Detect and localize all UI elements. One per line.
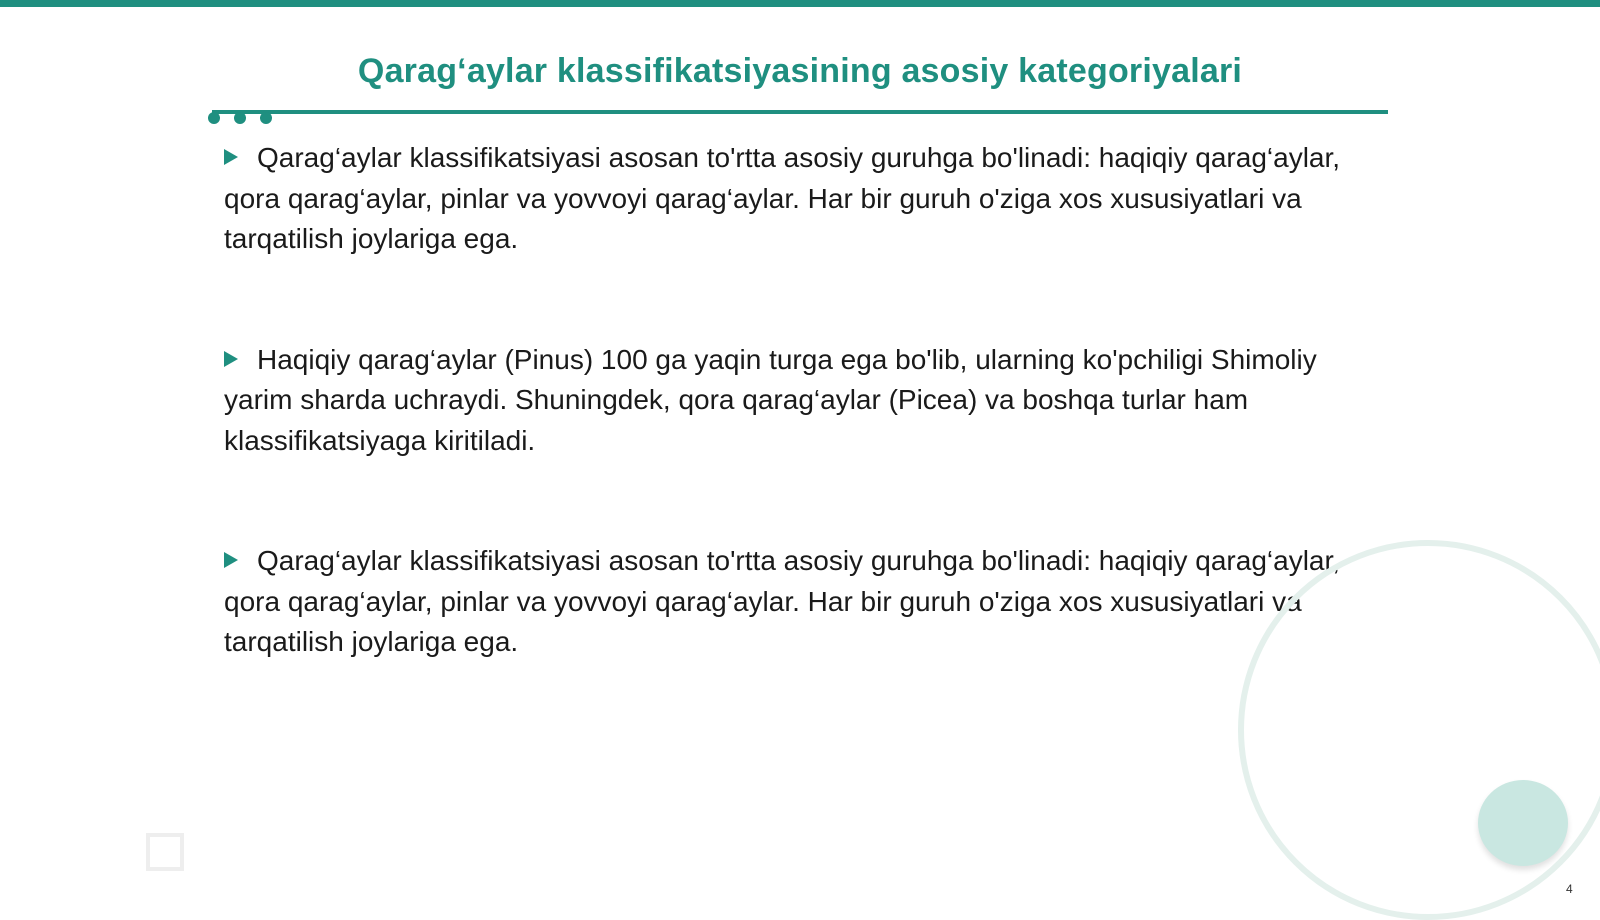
triangle-bullet-icon: [224, 351, 238, 367]
decorative-square: [146, 833, 184, 871]
triangle-bullet-icon: [224, 552, 238, 568]
decorative-circle: [1478, 780, 1568, 866]
bullet-item: [224, 541, 1354, 663]
underline-dot-3: [260, 112, 272, 124]
bullet-item: [224, 138, 1354, 260]
bullet-text: Qarag‘aylar klassifikatsiyasi asosan to'rtta asosiy guruhga bo'linadi: haqiqiy qarag‘aylar, qora qarag‘aylar, pinlar va yovvoyi qarag‘aylar. Har bir guruh o'ziga xos xususiyatlari va tarqatilish joylariga ega.: [224, 142, 1341, 254]
page-number: 4: [1566, 882, 1573, 896]
slide-content: [224, 138, 1354, 743]
bullet-item: [224, 340, 1354, 462]
title-underline: [212, 110, 1388, 114]
bullet-text: Qarag‘aylar klassifikatsiyasi asosan to'rtta asosiy guruhga bo'linadi: haqiqiy qarag‘aylar, qora qarag‘aylar, pinlar va yovvoyi qarag‘aylar. Har bir guruh o'ziga xos xususiyatlari va tarqatilish joylariga ega.: [224, 545, 1341, 657]
slide-title: Qarag‘aylar klassifikatsiyasining asosiy kategoriyalari: [357, 52, 1243, 90]
underline-dot-1: [208, 112, 220, 124]
decorative-ring: [1238, 540, 1600, 920]
top-accent-bar: [0, 0, 1600, 7]
bullet-text: Haqiqiy qarag‘aylar (Pinus) 100 ga yaqin turga ega bo'lib, ularning ko'pchiligi Shimoliy yarim sharda uchraydi. Shuningdek, qora qarag‘aylar (Picea) va boshqa turlar ham klassifikatsiyaga kiritiladi.: [224, 343, 1317, 456]
triangle-bullet-icon: [224, 149, 238, 165]
underline-dot-2: [234, 112, 246, 124]
